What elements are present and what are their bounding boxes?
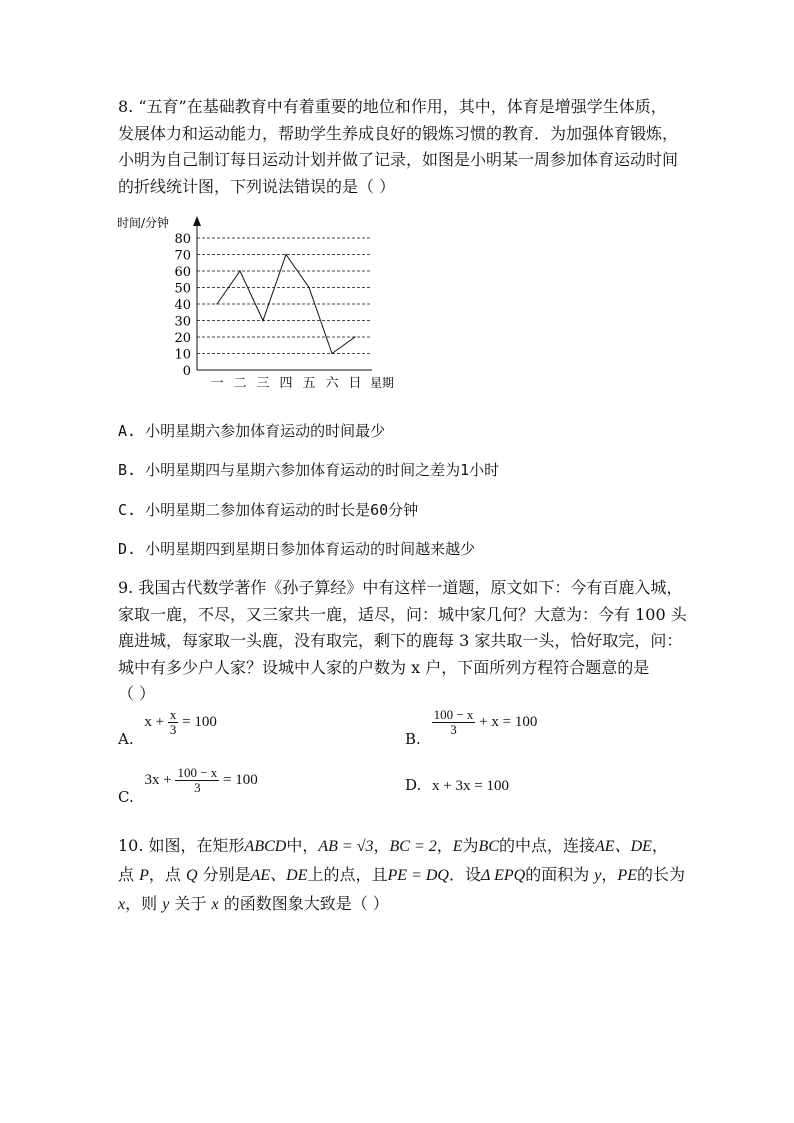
q9-option-c-label: C. [118,787,134,806]
q10-text: 点 [118,865,140,884]
q10-text: 中， [286,836,319,855]
q10-text: 为 [462,836,479,855]
y-axis-arrow [193,216,201,226]
q10-var-x: x [211,896,219,913]
x-tick-label: 日 [348,376,362,391]
data-point [331,353,332,354]
q10-point-p: P [139,867,149,884]
q10-text: ， [651,836,668,855]
q8-line-1: 8. “五育”在基础教育中有着重要的地位和作用，其中，体育是增强学生体质， [118,97,667,116]
y-tick-label: 10 [174,347,191,363]
q10-segments-ae-de: AE、DE [595,838,652,855]
y-axis-label: 时间/分钟 [117,216,170,230]
q10-text: 的函数图象大致是（ ） [218,894,389,913]
q9-b-tail: + x = 100 [475,713,538,730]
x-axis-label: 星期 [370,376,395,390]
q8-option-d: D. 小明星期四到星期日参加体育运动的时间越来越少 [118,540,476,558]
q9-a-numerator: x [169,707,177,722]
q9-d-expression: x + 3x = 100 [432,778,509,794]
q10-segments-ae-de: AE、DE [250,867,308,884]
q9-c-denominator: 3 [194,780,201,795]
data-point [262,320,263,321]
q10-text: 关于 [169,894,212,913]
q10-text: 的长为 [636,865,685,884]
q9-option-a-label: A. [118,729,134,748]
q10-text: ，则 [125,894,163,913]
q10-stem [118,832,693,919]
q9-line-1: 9. 我国古代数学著作《孙子算经》中有这样一道题，原文如下：今有百鹿入城， [118,578,683,597]
y-tick-label: 80 [174,232,191,247]
q10-text: ， [601,865,618,884]
q10-rect-name: ABCD [244,838,287,855]
q10-triangle-epq: Δ EPQ [481,867,526,884]
x-tick-label: 一 [210,376,224,391]
q9-a-lead: x + [144,713,168,730]
q10-ab-length: AB = √3 [318,838,374,855]
y-tick-label: 0 [182,364,191,379]
q9-a-tail: = 100 [178,713,217,730]
q8-option-a: A. 小明星期六参加体育运动的时间最少 [118,422,386,440]
q9-a-denominator: 3 [169,722,177,737]
q10-var-y: y [594,867,602,884]
q8-option-b: B. 小明星期四与星期六参加体育运动的时间之差为1小时 [118,461,500,479]
q10-point-e: E [452,838,463,855]
q8-stem [118,94,693,200]
q9-option-b-label: B. [405,729,421,748]
data-point [285,254,286,255]
q8-option-c: C. 小明星期二参加体育运动的时长是60分钟 [118,501,419,519]
y-tick-label: 60 [174,265,191,280]
q8-line-3: 小明为自己制订每日运动计划并做了记录，如图是小明某一周参加体育运动时间 [118,150,679,169]
q10-text: ，点 [148,865,186,884]
q9-c-lead: 3x + [144,771,176,788]
data-point [308,287,309,288]
q8-line-2: 发展体力和运动能力，帮助学生养成良好的锻炼习惯的教育．为加强体育锻炼， [118,123,679,143]
q10-segment-pe: PE [617,867,637,884]
data-point [354,336,355,337]
y-tick-label: 40 [174,298,191,313]
q10-var-x: x [118,896,126,913]
q9-c-tail: = 100 [219,771,258,788]
q10-equal-condition: PE = DQ [387,867,449,884]
q10-segment-bc: BC [478,838,499,855]
q8-line-4: 的折线统计图，下列说法错误的是（ ） [118,176,396,196]
q9-b-numerator: 100 − x [433,707,474,722]
q9-a-fraction [168,708,179,737]
data-point [239,270,240,271]
q9-option-a [118,707,217,748]
q10-line-3 [118,890,693,919]
q10-line-2 [118,861,693,890]
q10-line-1 [118,832,693,861]
q10-var-y: y [162,896,170,913]
q9-option-c [118,765,258,806]
q10-text: ， [436,836,453,855]
q10-text: 10. 如图，在矩形 [118,836,245,855]
q10-text: 的中点，连接 [499,836,596,855]
x-tick-label: 三 [256,376,270,391]
q9-c-fraction [175,766,219,795]
q10-text: ．设 [448,865,481,884]
q9-c-numerator: 100 − x [177,765,218,780]
y-tick-label: 50 [174,281,191,297]
x-tick-label: 二 [233,376,247,391]
q9-b-fraction [432,708,476,737]
y-tick-label: 70 [174,248,191,264]
q9-line-4: 城中有多少户人家？设城中人家的户数为 x 户，下面所列方程符合题意的是 [118,657,650,677]
q10-text: 上的点，且 [307,865,388,884]
q9-option-d [405,776,509,795]
q9-option-b [405,707,538,748]
q9-stem [118,575,693,708]
data-point [216,303,217,304]
q10-bc-length: BC = 2 [389,838,437,855]
q9-line-2: 家取一鹿，不尽，又三家共一鹿，适尽，问：城中家几何？大意为：今有 100 头 [118,604,687,624]
x-tick-label: 六 [325,376,339,391]
y-tick-label: 20 [174,331,191,346]
q9-b-denominator: 3 [450,722,457,737]
q9-line-5: （ ） [118,684,156,703]
q10-text: 分别是 [197,865,251,884]
x-tick-label: 四 [279,376,293,391]
x-tick-label: 五 [302,376,316,391]
q9-line-3: 鹿进城，每家取一头鹿，没有取完，剩下的鹿每 3 家共取一头，恰好取完，问： [118,631,683,650]
q9-option-d-label: D. [405,776,422,794]
q10-point-q: Q [185,867,198,884]
q10-text: ， [373,836,390,855]
q10-text: 的面积为 [525,865,595,884]
y-tick-label: 30 [174,314,191,330]
weekly-exercise-line-chart [112,208,412,398]
